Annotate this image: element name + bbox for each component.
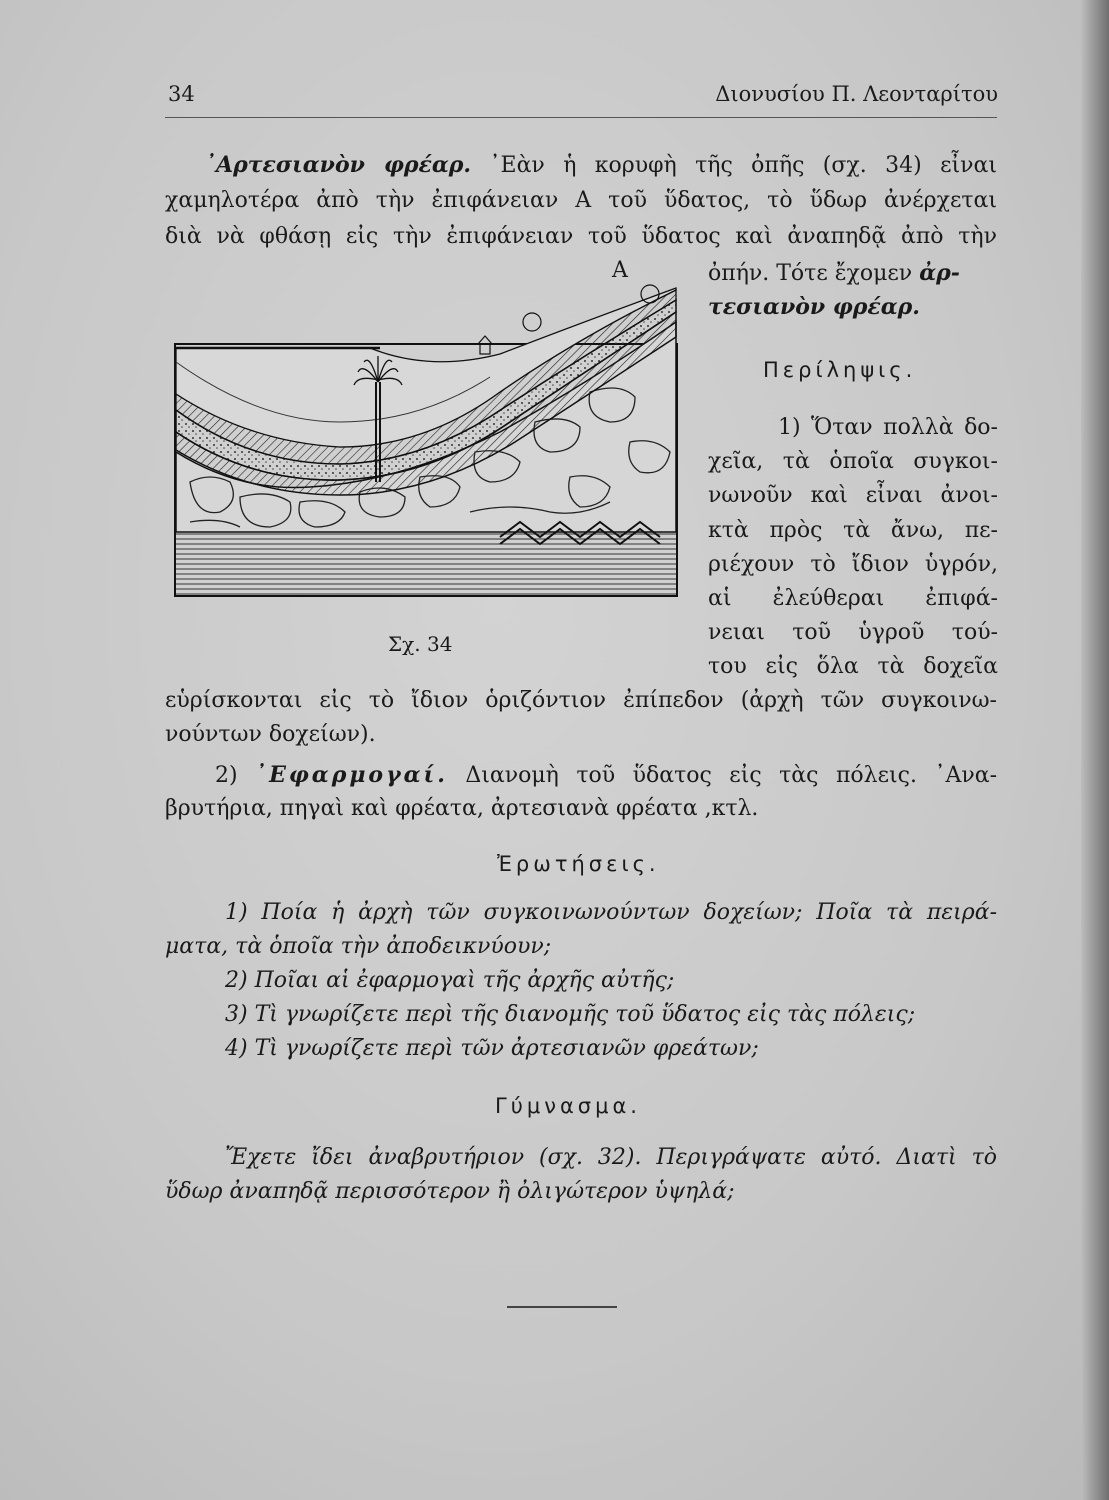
- running-title: Διονυσίου Π. Λεονταρίτου: [715, 82, 998, 106]
- artesian-line-2: χαμηλοτέρα ἀπὸ τὴν ἐπιφάνειαν Α τοῦ ὕδατος, τὸ ὕδωρ ἀνέρχεται: [165, 188, 997, 213]
- question-line-0: 1) Ποία ἡ ἀρχὴ τῶν συγκοινωνούντων δοχείων; Ποῖα τὰ πειρά-: [225, 900, 997, 925]
- summary-right-line-3: κτὰ πρὸς τὰ ἄνω, πε-: [708, 518, 998, 543]
- item2-number: 2): [215, 763, 238, 788]
- artesian-l4-bold: ἀρ-: [919, 260, 960, 286]
- artesian-line-4: [708, 258, 960, 289]
- artesian-line-5: τεσιανὸν φρέαρ.: [708, 294, 920, 320]
- question-line-1: ματα, τὰ ὁποῖα τὴν ἀποδεικνύουν;: [165, 934, 552, 959]
- item2-rest: Διανομὴ τοῦ ὕδατος εἰς τὰς πόλεις. ᾽Ανα-: [465, 763, 997, 788]
- artesian-l4: ὀπήν. Τότε ἔχομεν: [708, 261, 913, 286]
- summary-right-line-4: ριέχουν τὸ ἴδιον ὑγρόν,: [708, 552, 998, 577]
- page-number: 34: [168, 82, 195, 106]
- question-line-2: 2) Ποῖαι αἱ ἐφαρμογαὶ τῆς ἀρχῆς αὐτῆς;: [225, 968, 675, 993]
- header-rule: [165, 117, 997, 118]
- summary-right-line-0: 1) Ὅταν πολλὰ δο-: [778, 415, 998, 440]
- artesian-l1-rest: ᾽Εὰν ἡ κορυφὴ τῆς ὀπῆς (σχ. 34) εἶναι: [489, 153, 998, 178]
- artesian-well-diagram: [170, 282, 682, 608]
- item2-line-2: βρυτήρια, πηγαὶ καὶ φρέατα, ἀρτεσιανὰ φρέατα ,κτλ.: [165, 796, 759, 821]
- summary-right-line-1: χεῖα, τὰ ὁποῖα συγκοι-: [708, 449, 998, 474]
- page-header: [168, 82, 998, 112]
- item2-title: ᾽Εφαρμογαί.: [255, 762, 448, 788]
- summary-right-line-5: αἱ ἐλεύθεραι ἐπιφά-: [708, 586, 998, 611]
- summary-item-2: [215, 760, 997, 791]
- artesian-line-1: [205, 150, 997, 181]
- questions-heading: Ἐρωτήσεις.: [497, 852, 660, 876]
- question-line-4: 4) Τὶ γνωρίζετε περὶ τῶν ἀρτεσιανῶν φρεάτων;: [225, 1036, 759, 1061]
- artesian-line-3: διὰ νὰ φθάσῃ εἰς τὴν ἐπιφάνειαν τοῦ ὕδατος καὶ ἀναπηδᾷ ἀπὸ τὴν: [165, 224, 997, 249]
- summary-heading: Περίληψις.: [763, 358, 917, 382]
- summary-right-line-7: του εἰς ὅλα τὰ δοχεῖα: [708, 654, 998, 679]
- summary-right-line-6: νειαι τοῦ ὑγροῦ τού-: [708, 620, 998, 645]
- figure-label-a: Α: [612, 258, 628, 283]
- summary-full-line-2: νούντων δοχείων).: [165, 722, 376, 747]
- book-spine: [1081, 0, 1109, 1500]
- exercise-heading: Γύμνασμα.: [495, 1094, 641, 1118]
- end-rule: [507, 1306, 617, 1308]
- figure-caption: Σχ. 34: [388, 632, 453, 656]
- question-line-3: 3) Τὶ γνωρίζετε περὶ τῆς διανομῆς τοῦ ὕδατος εἰς τὰς πόλεις;: [225, 1002, 916, 1027]
- exercise-line-2: ὕδωρ ἀναπηδᾷ περισσότερον ἢ ὀλιγώτερον ὑψηλά;: [165, 1179, 735, 1204]
- summary-full-line-1: εὑρίσκονται εἰς τὸ ἴδιον ὁριζόντιον ἐπίπεδον (ἀρχὴ τῶν συγκοινω-: [165, 688, 997, 713]
- summary-right-line-2: νωνοῦν καὶ εἶναι ἀνοι-: [708, 483, 998, 508]
- artesian-title: ᾽Αρτεσιανὸν φρέαρ.: [205, 152, 472, 178]
- exercise-line-1: Ἔχετε ἴδει ἀναβρυτήριον (σχ. 32). Περιγράψατε αὐτό. Διατὶ τὸ: [225, 1145, 997, 1170]
